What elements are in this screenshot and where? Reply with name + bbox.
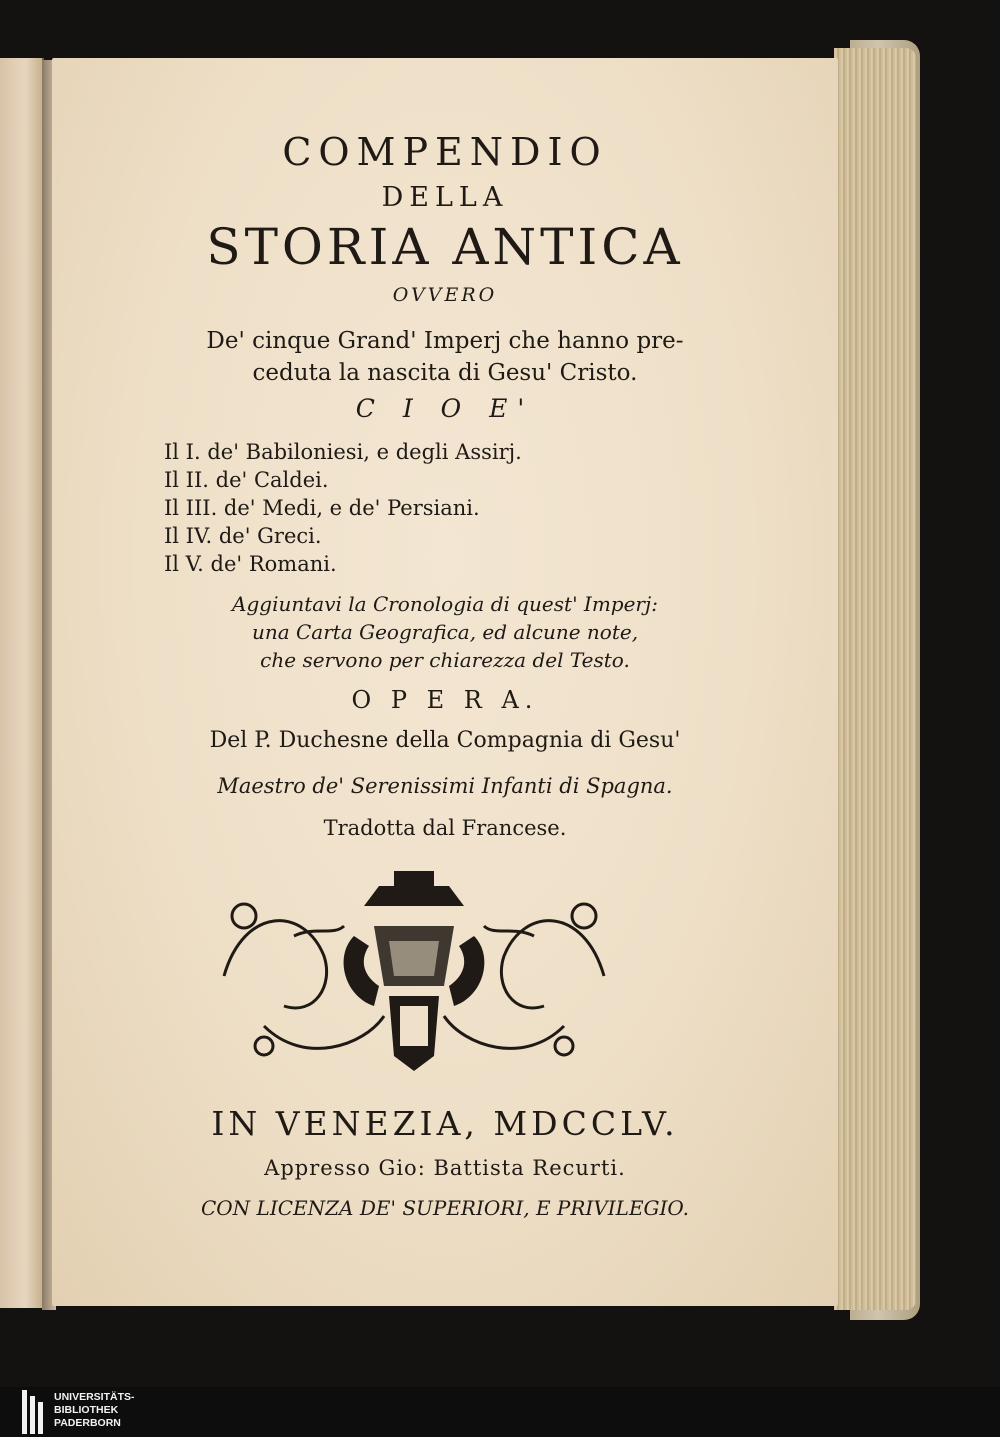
license-line: CON LICENZA DE' SUPERIORI, E PRIVILEGIO. <box>200 1196 690 1220</box>
addition-line-3: che servono per chiarezza del Testo. <box>260 648 630 672</box>
addition-line-2: una Carta Geografica, ed alcune note, <box>251 620 639 644</box>
subtitle-line-1: De' cinque Grand' Imperj che hanno pre- <box>206 328 684 354</box>
empire-item: Il V. de' Romani. <box>164 552 337 576</box>
opera-heading: O P E R A. <box>351 686 539 714</box>
logo-text-line: UNIVERSITÄTS- <box>54 1391 135 1403</box>
printer-line: Appresso Gio: Battista Recurti. <box>264 1156 626 1180</box>
title-page <box>52 58 838 1306</box>
addition-line-1: Aggiuntavi la Cronologia di quest' Imperj: <box>232 592 658 616</box>
empire-item: Il I. de' Babiloniesi, e degli Assirj. <box>164 440 522 464</box>
place-date-line: IN VENEZIA, MDCCLV. <box>211 1104 679 1143</box>
page-stack-edge <box>834 48 916 1310</box>
empire-item: Il IV. de' Greci. <box>164 524 322 548</box>
empire-item: Il II. de' Caldei. <box>164 468 329 492</box>
subtitle-line-2: ceduta la nascita di Gesu' Cristo. <box>252 360 638 386</box>
empire-item: Il III. de' Medi, e de' Persiani. <box>164 496 480 520</box>
logo-text-line: BIBLIOTHEK <box>54 1404 119 1416</box>
printers-ornament <box>204 866 624 1076</box>
cioe-heading: C I O E' <box>355 394 535 423</box>
author-line: Del P. Duchesne della Compagnia di Gesu' <box>209 728 681 753</box>
left-page-edge <box>0 58 44 1308</box>
title-ovvero: OVVERO <box>392 284 498 306</box>
logo-text-line: PADERBORN <box>54 1417 121 1429</box>
library-logo-text <box>54 1391 135 1430</box>
title-compendio: COMPENDIO <box>282 130 608 174</box>
library-logo-icon <box>22 1390 48 1434</box>
translation-line: Tradotta dal Francese. <box>323 816 567 840</box>
author-role-line: Maestro de' Serenissimi Infanti di Spagna. <box>217 774 673 798</box>
title-della: DELLA <box>381 182 509 213</box>
title-storia-antica: STORIA ANTICA <box>206 218 684 276</box>
